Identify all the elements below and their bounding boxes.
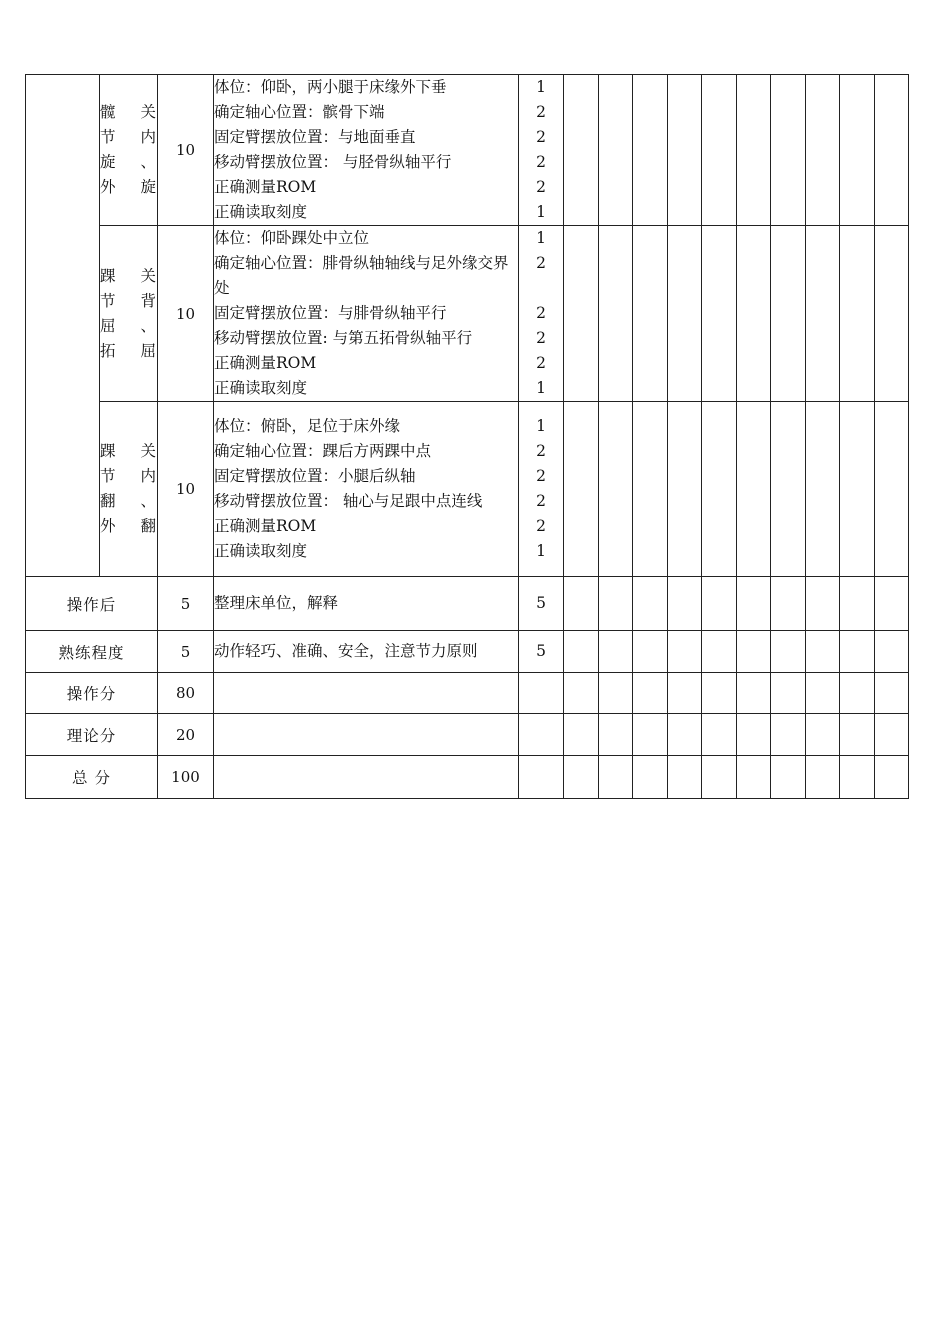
grade-cell[interactable] xyxy=(840,226,875,402)
grade-cell[interactable] xyxy=(805,714,840,756)
grade-cell[interactable] xyxy=(702,226,737,402)
table-row xyxy=(26,402,909,577)
table-row xyxy=(26,577,909,631)
grade-cell[interactable] xyxy=(736,226,771,402)
grade-cell[interactable] xyxy=(667,75,702,226)
row-points xyxy=(519,714,564,756)
grade-cell[interactable] xyxy=(702,75,737,226)
grade-cell[interactable] xyxy=(598,577,633,631)
grade-cell[interactable] xyxy=(771,226,806,402)
grade-cell[interactable] xyxy=(598,226,633,402)
grade-cell[interactable] xyxy=(874,75,909,226)
item-steps: 体位：仰卧踝处中立位 确定轴心位置：腓骨纵轴轴线与足外缘交界处 固定臂摆放位置：与腓骨纵轴平行 移动臂摆放位置: 与第五拓骨纵轴平行 正确测量ROM 正确读取刻度 xyxy=(214,226,519,402)
row-content: 动作轻巧、准确、安全，注意节力原则 xyxy=(214,631,519,673)
grade-cell[interactable] xyxy=(805,75,840,226)
row-label: 操作后 xyxy=(26,577,158,631)
grade-cell[interactable] xyxy=(598,75,633,226)
grade-cell[interactable] xyxy=(840,577,875,631)
table-row xyxy=(26,756,909,799)
grade-cell[interactable] xyxy=(736,577,771,631)
row-points: 5 xyxy=(519,577,564,631)
grade-cell[interactable] xyxy=(736,631,771,673)
grade-cell[interactable] xyxy=(771,673,806,714)
grade-cell[interactable] xyxy=(564,631,599,673)
grade-cell[interactable] xyxy=(598,402,633,577)
grade-cell[interactable] xyxy=(874,714,909,756)
grade-cell[interactable] xyxy=(633,226,668,402)
table-row xyxy=(26,673,909,714)
grade-cell[interactable] xyxy=(667,631,702,673)
item-points: 1 2 2 2 2 1 xyxy=(519,226,564,402)
grade-cell[interactable] xyxy=(805,631,840,673)
grade-cell[interactable] xyxy=(667,673,702,714)
grade-cell[interactable] xyxy=(598,631,633,673)
grade-cell[interactable] xyxy=(564,402,599,577)
grade-cell[interactable] xyxy=(702,756,737,799)
grade-cell[interactable] xyxy=(771,402,806,577)
grade-cell[interactable] xyxy=(874,402,909,577)
table-row xyxy=(26,226,909,402)
item-name: 踝 关 节 内 翻 、 外翻 xyxy=(100,402,158,577)
grade-cell[interactable] xyxy=(702,714,737,756)
row-label: 总 分 xyxy=(26,756,158,799)
grade-cell[interactable] xyxy=(736,756,771,799)
grade-cell[interactable] xyxy=(840,756,875,799)
grade-cell[interactable] xyxy=(633,673,668,714)
grade-cell[interactable] xyxy=(771,714,806,756)
grade-cell[interactable] xyxy=(736,673,771,714)
row-label: 操作分 xyxy=(26,673,158,714)
grade-cell[interactable] xyxy=(702,402,737,577)
grade-cell[interactable] xyxy=(598,756,633,799)
grade-cell[interactable] xyxy=(702,631,737,673)
grade-cell[interactable] xyxy=(564,75,599,226)
grade-cell[interactable] xyxy=(667,226,702,402)
grade-cell[interactable] xyxy=(633,714,668,756)
item-points: 1 2 2 2 2 1 xyxy=(519,75,564,226)
item-name: 踝 关 节 背 屈 、 拓屈 xyxy=(100,226,158,402)
grade-cell[interactable] xyxy=(840,714,875,756)
grade-cell[interactable] xyxy=(633,756,668,799)
row-score: 100 xyxy=(158,756,214,799)
row-score: 20 xyxy=(158,714,214,756)
item-score: 10 xyxy=(158,402,214,577)
grade-cell[interactable] xyxy=(564,714,599,756)
row-score: 80 xyxy=(158,673,214,714)
item-score: 10 xyxy=(158,226,214,402)
grade-cell[interactable] xyxy=(564,673,599,714)
grade-cell[interactable] xyxy=(874,756,909,799)
grade-cell[interactable] xyxy=(702,673,737,714)
grade-cell[interactable] xyxy=(736,75,771,226)
grade-cell[interactable] xyxy=(667,577,702,631)
grade-cell[interactable] xyxy=(667,714,702,756)
grade-cell[interactable] xyxy=(805,226,840,402)
grade-cell[interactable] xyxy=(667,402,702,577)
row-content xyxy=(214,756,519,799)
grade-cell[interactable] xyxy=(633,631,668,673)
item-points: 1 2 2 2 2 1 xyxy=(519,402,564,577)
grade-cell[interactable] xyxy=(598,673,633,714)
grade-cell[interactable] xyxy=(874,631,909,673)
item-score: 10 xyxy=(158,75,214,226)
item-steps: 体位：仰卧，两小腿于床缘外下垂 确定轴心位置：髌骨下端 固定臂摆放位置：与地面垂直 移动臂摆放位置： 与胫骨纵轴平行 正确测量ROM 正确读取刻度 xyxy=(214,75,519,226)
grade-cell[interactable] xyxy=(598,714,633,756)
row-label: 理论分 xyxy=(26,714,158,756)
table-row xyxy=(26,631,909,673)
grade-cell[interactable] xyxy=(874,226,909,402)
grade-cell[interactable] xyxy=(564,756,599,799)
grade-cell[interactable] xyxy=(840,75,875,226)
scoring-table xyxy=(25,74,909,799)
grade-cell[interactable] xyxy=(805,673,840,714)
row-points xyxy=(519,756,564,799)
row-content xyxy=(214,673,519,714)
grade-cell[interactable] xyxy=(633,75,668,226)
grade-cell[interactable] xyxy=(771,756,806,799)
row-points: 5 xyxy=(519,631,564,673)
item-name: 髋 关 节 内 旋 、 外旋 xyxy=(100,75,158,226)
grade-cell[interactable] xyxy=(633,577,668,631)
grade-cell[interactable] xyxy=(771,631,806,673)
grade-cell[interactable] xyxy=(840,402,875,577)
row-label: 熟练程度 xyxy=(26,631,158,673)
row-content xyxy=(214,714,519,756)
grade-cell[interactable] xyxy=(874,673,909,714)
grade-cell[interactable] xyxy=(771,75,806,226)
row-content: 整理床单位，解释 xyxy=(214,577,519,631)
grade-cell[interactable] xyxy=(771,577,806,631)
grade-cell[interactable] xyxy=(667,756,702,799)
grade-cell[interactable] xyxy=(805,577,840,631)
item-steps: 体位：俯卧，足位于床外缘 确定轴心位置：踝后方两踝中点 固定臂摆放位置：小腿后纵轴 移动臂摆放位置： 轴心与足跟中点连线 正确测量ROM 正确读取刻度 xyxy=(214,402,519,577)
grade-cell[interactable] xyxy=(564,226,599,402)
grade-cell[interactable] xyxy=(840,673,875,714)
grade-cell[interactable] xyxy=(840,631,875,673)
grade-cell[interactable] xyxy=(564,577,599,631)
grade-cell[interactable] xyxy=(805,756,840,799)
table-row xyxy=(26,75,909,226)
table-row xyxy=(26,714,909,756)
grade-cell[interactable] xyxy=(702,577,737,631)
grade-cell[interactable] xyxy=(874,577,909,631)
grade-cell[interactable] xyxy=(633,402,668,577)
row-score: 5 xyxy=(158,631,214,673)
row-score: 5 xyxy=(158,577,214,631)
grade-cell[interactable] xyxy=(736,714,771,756)
grade-cell[interactable] xyxy=(805,402,840,577)
grade-cell[interactable] xyxy=(736,402,771,577)
section-cell xyxy=(26,75,100,577)
row-points xyxy=(519,673,564,714)
